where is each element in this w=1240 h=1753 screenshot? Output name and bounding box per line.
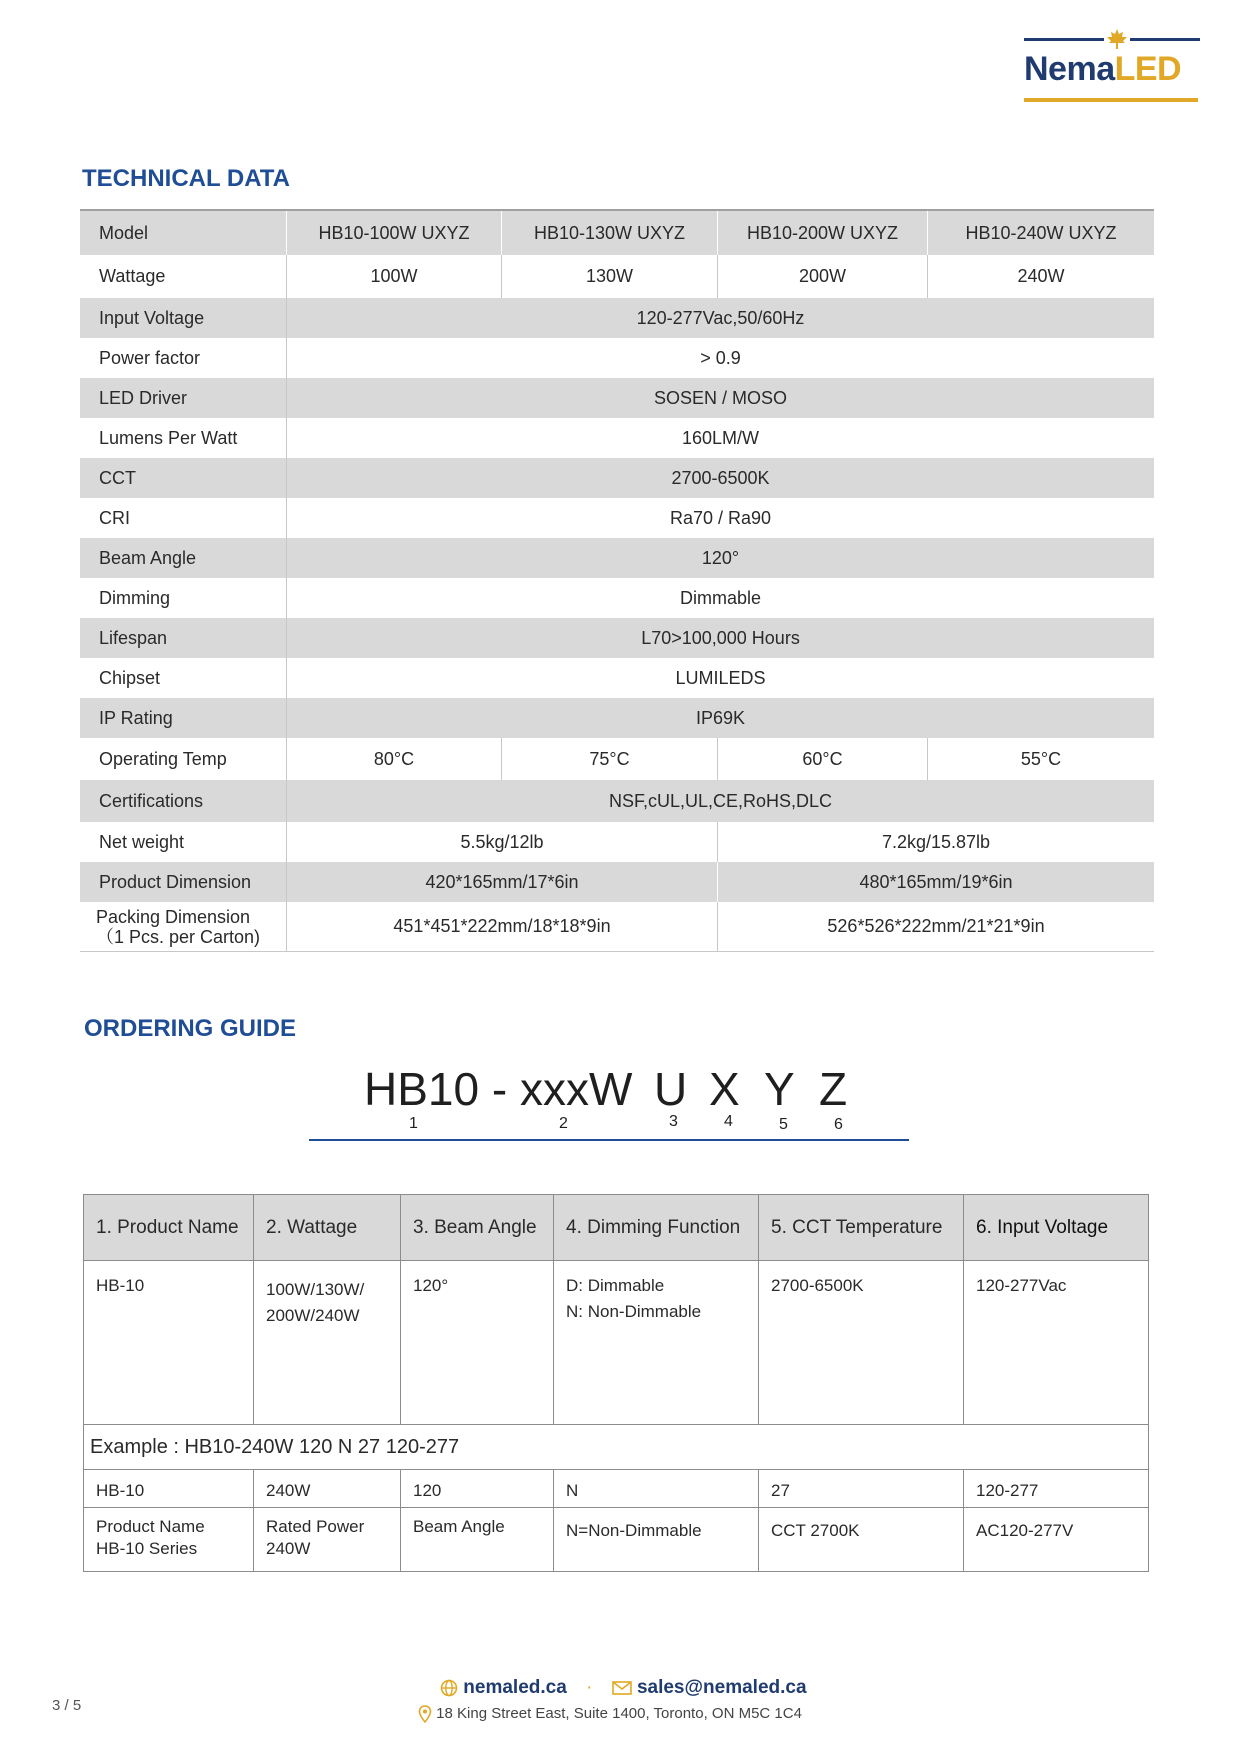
table-row <box>80 578 1154 618</box>
value-cell: LUMILEDS <box>675 667 766 688</box>
example-cell: 120-277 <box>963 1470 1148 1507</box>
example-cell: HB-10 <box>96 1480 145 1500</box>
code-number: 1 <box>409 1115 418 1132</box>
footer-separator: · <box>586 1677 593 1698</box>
maple-leaf-icon <box>1106 28 1128 50</box>
desc-line: Product Name <box>96 1517 205 1536</box>
value-cell: 120° <box>701 547 740 568</box>
company-logo <box>1024 28 1204 108</box>
ordering-header-cell: 3. Beam Angle <box>400 1195 553 1260</box>
logo-line-right <box>1130 38 1200 41</box>
row-label: Beam Angle <box>80 538 287 578</box>
row-label: Chipset <box>80 658 287 698</box>
row-label: Product Dimension <box>80 862 287 902</box>
desc-cell <box>253 1508 400 1571</box>
row-label: Net weight <box>80 822 287 862</box>
example-cell: 27 <box>758 1470 963 1507</box>
table-row <box>80 338 1154 378</box>
example-cell: 120 <box>400 1470 553 1507</box>
table-row <box>80 902 1154 952</box>
code-part: HB10 - xxxW <box>364 1063 633 1115</box>
option-line: 200W/240W <box>266 1306 360 1325</box>
ordering-header-row <box>84 1195 1148 1260</box>
row-label: CCT <box>80 458 287 498</box>
row-label-line: （1 Pcs. per Carton) <box>96 926 261 947</box>
logo-line-left <box>1024 38 1104 41</box>
option-line: N: Non-Dimmable <box>566 1302 702 1321</box>
value-cell: Ra70 / Ra90 <box>669 507 772 528</box>
value-cell: IP69K <box>695 707 746 728</box>
ordering-header-cell: 5. CCT Temperature <box>758 1195 963 1260</box>
model-cell: HB10-130W UXYZ <box>501 211 717 255</box>
code-part: Z <box>819 1063 848 1115</box>
code-part: U <box>654 1063 688 1115</box>
value-cell: SOSEN / MOSO <box>653 387 788 408</box>
example-desc-row <box>84 1507 1148 1571</box>
row-label: Dimming <box>80 578 287 618</box>
option-line: 100W/130W/ <box>266 1280 365 1299</box>
code-number: 5 <box>779 1116 788 1133</box>
option-cell <box>253 1261 400 1424</box>
table-header-row <box>80 209 1154 255</box>
code-number: 2 <box>559 1115 568 1132</box>
location-pin-icon <box>418 1705 432 1723</box>
row-label: IP Rating <box>80 698 287 738</box>
example-values-row <box>84 1469 1148 1507</box>
desc-cell <box>84 1508 253 1571</box>
row-label: Lumens Per Watt <box>80 418 287 458</box>
website-link[interactable]: nemaled.ca <box>463 1677 567 1698</box>
table-row <box>80 378 1154 418</box>
value-cell: 480*165mm/19*6in <box>717 862 1154 902</box>
code-part: X <box>709 1063 740 1115</box>
code-number: 6 <box>834 1116 843 1133</box>
option-cell: 120° <box>400 1261 553 1424</box>
row-label: LED Driver <box>80 378 287 418</box>
table-row <box>80 862 1154 902</box>
table-row <box>80 658 1154 698</box>
value-cell: > 0.9 <box>700 347 741 368</box>
value-cell: 160LM/W <box>681 427 760 448</box>
logo-underline <box>1024 98 1198 102</box>
desc-line: HB-10 Series <box>96 1539 198 1558</box>
page-number: 3 / 5 <box>52 1697 82 1714</box>
option-cell: 2700-6500K <box>758 1261 963 1424</box>
table-row <box>80 298 1154 338</box>
option-cell <box>553 1261 758 1424</box>
value-cell: 75°C <box>501 738 717 780</box>
ordering-header-cell: 4. Dimming Function <box>553 1195 758 1260</box>
ordering-table <box>83 1194 1149 1572</box>
value-cell: 200W <box>717 255 927 298</box>
value-cell: 120-277Vac,50/60Hz <box>636 307 805 328</box>
desc-line: Rated Power <box>266 1517 365 1536</box>
footer-address <box>418 1705 802 1723</box>
table-row <box>80 458 1154 498</box>
logo-wordmark: NemaLED <box>1024 50 1182 88</box>
email-link[interactable]: sales@nemaled.ca <box>636 1677 807 1698</box>
model-cell: HB10-200W UXYZ <box>717 211 927 255</box>
desc-cell: AC120-277V <box>963 1508 1148 1571</box>
value-cell: 451*451*222mm/18*18*9in <box>393 916 611 936</box>
table-row <box>80 780 1154 822</box>
ordering-header-cell: 2. Wattage <box>253 1195 400 1260</box>
model-cell: HB10-100W UXYZ <box>318 222 470 243</box>
row-label-line: Packing Dimension <box>96 906 251 927</box>
table-row <box>80 538 1154 578</box>
value-cell: 526*526*222mm/21*21*9in <box>717 902 1154 951</box>
value-cell: L70>100,000 Hours <box>641 627 800 648</box>
globe-icon <box>440 1679 458 1697</box>
code-underline <box>309 1139 909 1141</box>
table-row <box>80 418 1154 458</box>
ordering-header-cell: 6. Input Voltage <box>963 1195 1148 1260</box>
table-row <box>80 822 1154 862</box>
code-number: 4 <box>724 1113 733 1130</box>
example-row: Example : HB10-240W 120 N 27 120-277 <box>84 1424 1148 1469</box>
mail-icon <box>612 1681 632 1695</box>
row-label: CRI <box>80 498 287 538</box>
value-cell: 130W <box>501 255 717 298</box>
option-line: D: Dimmable <box>566 1276 665 1295</box>
footer-contact <box>440 1677 807 1699</box>
row-label: Model <box>80 211 287 255</box>
option-cell: HB-10 <box>96 1276 145 1295</box>
table-row <box>80 738 1154 780</box>
desc-cell: CCT 2700K <box>758 1508 963 1571</box>
value-cell: 55°C <box>927 738 1154 780</box>
model-cell: HB10-240W UXYZ <box>927 211 1154 255</box>
ordering-options-row <box>84 1260 1148 1424</box>
technical-data-table <box>80 209 1154 952</box>
ordering-guide-title: ORDERING GUIDE <box>84 1015 297 1042</box>
row-label: Operating Temp <box>80 738 287 780</box>
option-cell: 120-277Vac <box>963 1261 1148 1424</box>
row-label: Wattage <box>80 255 287 298</box>
row-label <box>80 902 287 951</box>
value-cell: Dimmable <box>679 587 762 608</box>
code-number: 3 <box>669 1113 678 1130</box>
example-cell: N <box>553 1470 758 1507</box>
table-row <box>80 498 1154 538</box>
ordering-header-cell: 1. Product Name <box>96 1216 239 1238</box>
value-cell: 60°C <box>717 738 927 780</box>
technical-data-title: TECHNICAL DATA <box>82 165 290 192</box>
desc-cell: N=Non-Dimmable <box>553 1508 758 1571</box>
value-cell: 240W <box>927 255 1154 298</box>
desc-cell: Beam Angle <box>400 1508 553 1571</box>
value-cell: 2700-6500K <box>671 467 770 488</box>
value-cell: 5.5kg/12lb <box>460 831 544 852</box>
row-label: Certifications <box>80 780 287 822</box>
table-row <box>80 618 1154 658</box>
value-cell: 7.2kg/15.87lb <box>717 822 1154 862</box>
value-cell: NSF,cUL,UL,CE,RoHS,DLC <box>608 790 833 811</box>
row-label: Power factor <box>80 338 287 378</box>
code-part: Y <box>764 1063 795 1115</box>
example-cell: 240W <box>253 1470 400 1507</box>
value-cell: 100W <box>370 266 418 286</box>
desc-line: 240W <box>266 1539 311 1558</box>
row-label: Input Voltage <box>80 298 287 338</box>
address-text: 18 King Street East, Suite 1400, Toronto, ON M5C 1C4 <box>436 1705 802 1722</box>
value-cell: 420*165mm/17*6in <box>425 871 579 892</box>
value-cell: 80°C <box>373 748 415 769</box>
table-row <box>80 255 1154 298</box>
row-label: Lifespan <box>80 618 287 658</box>
table-row <box>80 698 1154 738</box>
